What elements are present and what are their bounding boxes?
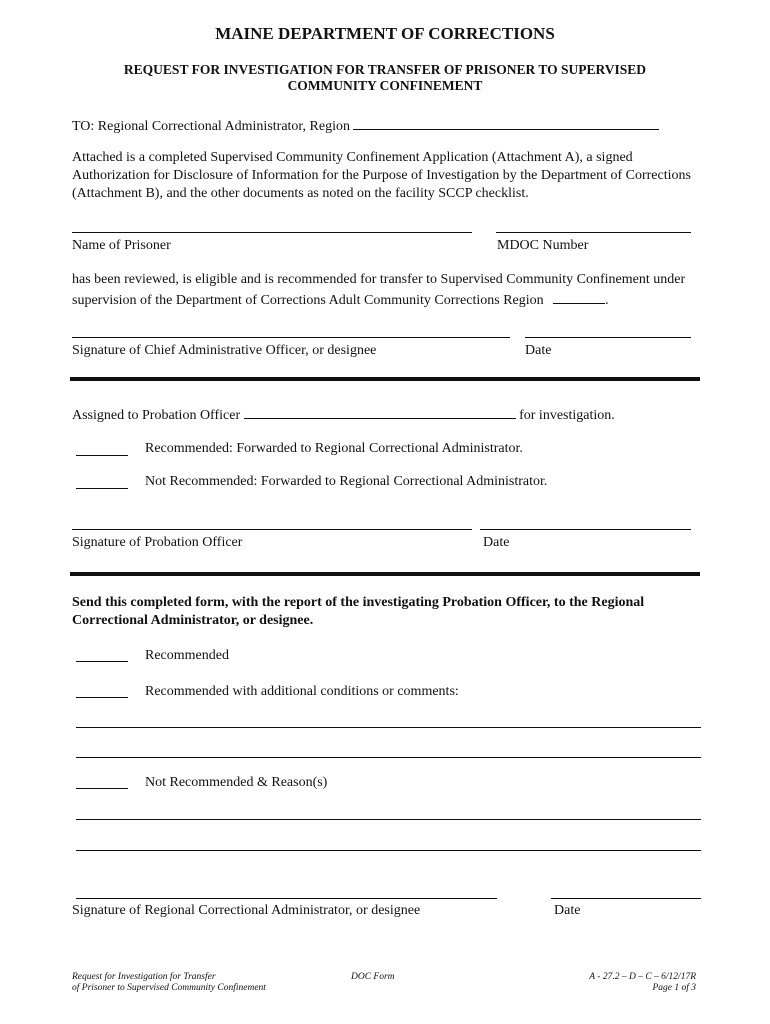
send-instruction: Send this completed form, with the report of the investigating Probation Officer, to the Regional Correctional Administrator, or designee.: [72, 595, 645, 628]
assigned-label: Assigned to Probation Officer: [72, 408, 241, 423]
for-investigation-label: for investigation.: [519, 408, 615, 423]
rca-not-recommended-checkline[interactable]: [76, 788, 128, 789]
footer-right: [520, 972, 696, 994]
prisoner-name-field[interactable]: [72, 232, 472, 233]
page-title: MAINE DEPARTMENT OF CORRECTIONS: [215, 24, 555, 43]
intro-paragraph: Attached is a completed Supervised Community Confinement Application (Attachment A), a signed Authorization for Disclosure of Information for the Purpose of Investigation by the Department of Corrections (Attachment B), and the other documents as noted on the facility SCCP checklist.: [72, 150, 691, 201]
footer-left-line2: of Prisoner to Supervised Community Confinement: [72, 983, 266, 993]
po-date-label: Date: [483, 535, 510, 550]
footer-center: DOC Form: [351, 972, 395, 982]
rca-signature-label: Signature of Regional Correctional Administrator, or designee: [72, 903, 421, 918]
rca-date-field[interactable]: [551, 898, 701, 899]
po-recommended-label: Recommended: Forwarded to Regional Correctional Administrator.: [145, 441, 523, 456]
rca-recommended-checkline[interactable]: [76, 661, 128, 662]
footer-page-number: Page 1 of 3: [652, 983, 696, 993]
to-line: [72, 115, 659, 136]
cao-signature-field[interactable]: [72, 337, 510, 338]
po-not-recommended-label: Not Recommended: Forwarded to Regional Correctional Administrator.: [145, 474, 548, 489]
cao-signature-label: Signature of Chief Administrative Officer, or designee: [72, 343, 377, 358]
reasons-line[interactable]: [76, 850, 701, 851]
cao-date-label: Date: [525, 343, 552, 358]
rca-recommended-with-label: Recommended with additional conditions or comments:: [145, 684, 459, 699]
reasons-line[interactable]: [76, 819, 701, 820]
prisoner-name-label: Name of Prisoner: [72, 238, 171, 253]
to-label: TO: Regional Correctional Administrator, Region: [72, 119, 350, 134]
mdoc-number-field[interactable]: [496, 232, 691, 233]
footer-left-line1: Request for Investigation for Transfer: [72, 972, 216, 982]
section-divider: [70, 572, 700, 576]
section-divider: [70, 377, 700, 381]
reviewed-paragraph: [72, 271, 702, 310]
cao-date-field[interactable]: [525, 337, 691, 338]
rca-date-label: Date: [554, 903, 581, 918]
reviewed-end: .: [605, 293, 609, 308]
assigned-line: [72, 404, 615, 425]
po-date-field[interactable]: [480, 529, 691, 530]
region-field[interactable]: [353, 115, 659, 130]
comments-line[interactable]: [76, 727, 701, 728]
po-not-recommended-checkline[interactable]: [76, 488, 128, 489]
po-signature-label: Signature of Probation Officer: [72, 535, 243, 550]
form-subtitle: REQUEST FOR INVESTIGATION FOR TRANSFER OF PRISONER TO SUPERVISED COMMUNITY CONFINEMENT: [123, 62, 647, 93]
rca-signature-field[interactable]: [76, 898, 497, 899]
probation-officer-field[interactable]: [244, 404, 516, 419]
rca-not-recommended-label: Not Recommended & Reason(s): [145, 775, 328, 790]
footer-left: [72, 972, 266, 994]
reviewed-text: has been reviewed, is eligible and is recommended for transfer to Supervised Community Confinement under supervision of the Department of Corrections Adult Community Corrections Region: [72, 272, 686, 308]
po-signature-field[interactable]: [72, 529, 472, 530]
rca-recommended-label: Recommended: [145, 648, 229, 663]
comments-line[interactable]: [76, 757, 701, 758]
po-recommended-checkline[interactable]: [76, 455, 128, 456]
footer-form-number: A - 27.2 – D – C – 6/12/17R: [589, 972, 696, 982]
acc-region-field[interactable]: [553, 289, 605, 304]
mdoc-number-label: MDOC Number: [497, 238, 589, 253]
rca-recommended-with-checkline[interactable]: [76, 697, 128, 698]
